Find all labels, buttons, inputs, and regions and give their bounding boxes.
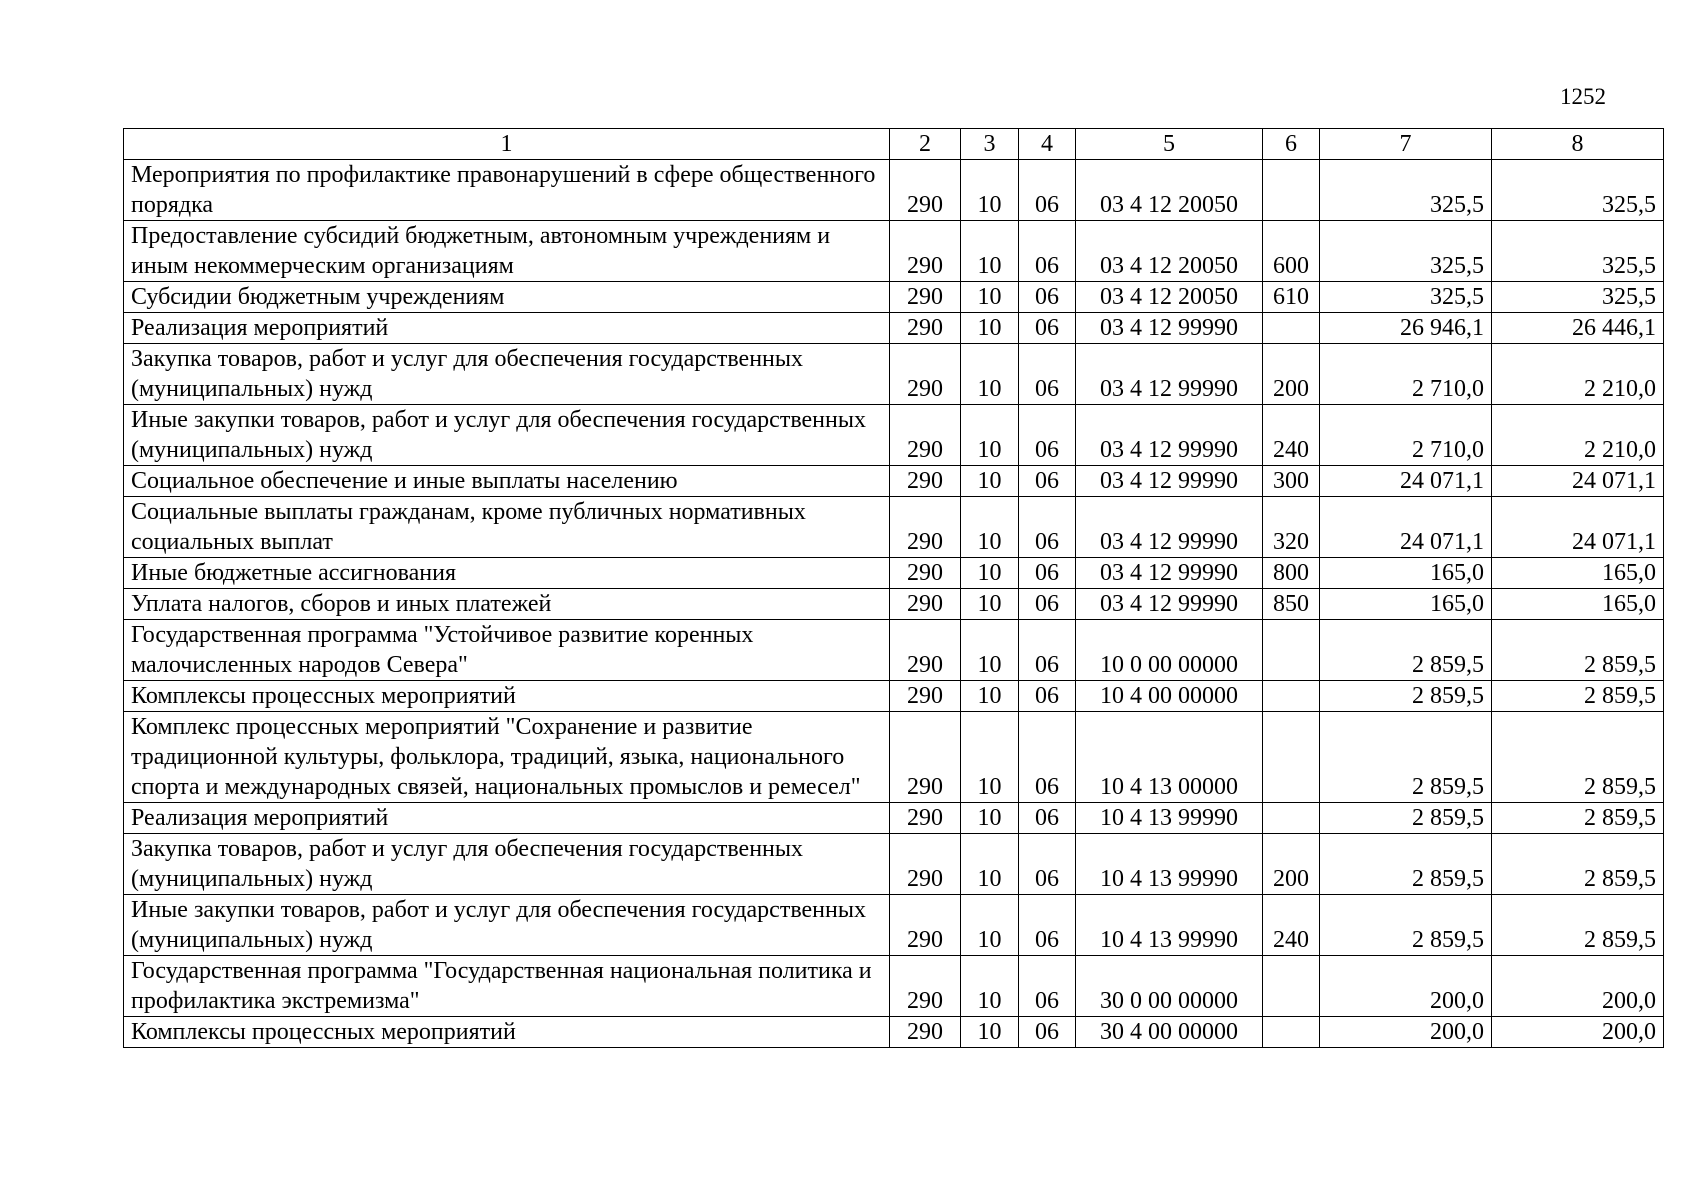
- table-row: [124, 344, 1664, 405]
- row-name-cell: Мероприятия по профилактике правонарушений в сфере общественного порядка: [124, 160, 890, 221]
- row-amount-7-cell: 2 859,5: [1320, 681, 1492, 712]
- row-name-cell: Закупка товаров, работ и услуг для обеспечения государственных (муниципальных) нужд: [124, 834, 890, 895]
- row-amount-8-cell: 2 210,0: [1492, 344, 1664, 405]
- header-row: [124, 129, 1664, 160]
- row-code-6-cell: [1263, 803, 1320, 834]
- row-code-4-cell: 06: [1019, 497, 1076, 558]
- row-code-2-cell: 290: [890, 221, 961, 282]
- row-code-3-cell: 10: [961, 803, 1019, 834]
- row-code-2-cell: 290: [890, 681, 961, 712]
- row-amount-7-cell: 24 071,1: [1320, 497, 1492, 558]
- budget-table: [123, 128, 1664, 1048]
- row-code-2-cell: 290: [890, 282, 961, 313]
- row-code-3-cell: 10: [961, 344, 1019, 405]
- row-amount-7-cell: 2 859,5: [1320, 803, 1492, 834]
- column-header: 6: [1263, 129, 1320, 160]
- row-code-6-cell: 610: [1263, 282, 1320, 313]
- row-code-6-cell: [1263, 313, 1320, 344]
- row-amount-7-cell: 2 710,0: [1320, 344, 1492, 405]
- row-amount-8-cell: 200,0: [1492, 956, 1664, 1017]
- row-code-3-cell: 10: [961, 589, 1019, 620]
- table-row: [124, 895, 1664, 956]
- row-name-cell: Субсидии бюджетным учреждениям: [124, 282, 890, 313]
- row-amount-8-cell: 165,0: [1492, 589, 1664, 620]
- table-row: [124, 313, 1664, 344]
- row-amount-8-cell: 2 859,5: [1492, 803, 1664, 834]
- row-code-2-cell: 290: [890, 620, 961, 681]
- row-code-2-cell: 290: [890, 160, 961, 221]
- row-code-5-cell: 10 4 13 99990: [1076, 834, 1263, 895]
- row-code-2-cell: 290: [890, 344, 961, 405]
- row-code-3-cell: 10: [961, 681, 1019, 712]
- row-code-3-cell: 10: [961, 558, 1019, 589]
- row-code-2-cell: 290: [890, 313, 961, 344]
- row-amount-8-cell: 200,0: [1492, 1017, 1664, 1048]
- table-row: [124, 497, 1664, 558]
- table-row: [124, 1017, 1664, 1048]
- row-code-5-cell: 10 4 13 99990: [1076, 895, 1263, 956]
- row-amount-7-cell: 165,0: [1320, 589, 1492, 620]
- row-code-3-cell: 10: [961, 313, 1019, 344]
- row-code-3-cell: 10: [961, 712, 1019, 803]
- column-header: 5: [1076, 129, 1263, 160]
- row-code-5-cell: 03 4 12 99990: [1076, 589, 1263, 620]
- row-code-4-cell: 06: [1019, 558, 1076, 589]
- row-name-cell: Реализация мероприятий: [124, 803, 890, 834]
- row-name-cell: Закупка товаров, работ и услуг для обеспечения государственных (муниципальных) нужд: [124, 344, 890, 405]
- row-amount-7-cell: 165,0: [1320, 558, 1492, 589]
- table-row: [124, 712, 1664, 803]
- row-amount-8-cell: 2 859,5: [1492, 895, 1664, 956]
- row-amount-8-cell: 325,5: [1492, 221, 1664, 282]
- row-amount-7-cell: 2 859,5: [1320, 712, 1492, 803]
- table-header: [124, 129, 1664, 160]
- column-header: 7: [1320, 129, 1492, 160]
- row-code-6-cell: 300: [1263, 466, 1320, 497]
- row-amount-8-cell: 325,5: [1492, 160, 1664, 221]
- row-amount-8-cell: 26 446,1: [1492, 313, 1664, 344]
- row-code-4-cell: 06: [1019, 589, 1076, 620]
- row-code-6-cell: [1263, 712, 1320, 803]
- row-code-6-cell: 200: [1263, 834, 1320, 895]
- column-header: 1: [124, 129, 890, 160]
- row-code-3-cell: 10: [961, 466, 1019, 497]
- row-name-cell: Государственная программа "Государственная национальная политика и профилактика экстремизма": [124, 956, 890, 1017]
- row-code-6-cell: 200: [1263, 344, 1320, 405]
- row-code-3-cell: 10: [961, 956, 1019, 1017]
- row-code-5-cell: 03 4 12 99990: [1076, 405, 1263, 466]
- row-name-cell: Комплексы процессных мероприятий: [124, 1017, 890, 1048]
- table-row: [124, 466, 1664, 497]
- row-code-2-cell: 290: [890, 712, 961, 803]
- row-amount-7-cell: 2 859,5: [1320, 834, 1492, 895]
- row-code-2-cell: 290: [890, 803, 961, 834]
- row-name-cell: Предоставление субсидий бюджетным, автономным учреждениям и иным некоммерческим организациям: [124, 221, 890, 282]
- row-code-3-cell: 10: [961, 1017, 1019, 1048]
- row-code-2-cell: 290: [890, 1017, 961, 1048]
- row-code-5-cell: 30 4 00 00000: [1076, 1017, 1263, 1048]
- row-code-5-cell: 03 4 12 20050: [1076, 282, 1263, 313]
- row-code-6-cell: [1263, 620, 1320, 681]
- row-code-3-cell: 10: [961, 497, 1019, 558]
- row-code-4-cell: 06: [1019, 221, 1076, 282]
- row-name-cell: Уплата налогов, сборов и иных платежей: [124, 589, 890, 620]
- row-code-2-cell: 290: [890, 895, 961, 956]
- row-code-5-cell: 30 0 00 00000: [1076, 956, 1263, 1017]
- table-row: [124, 589, 1664, 620]
- table-body: [124, 160, 1664, 1048]
- row-code-3-cell: 10: [961, 282, 1019, 313]
- row-code-4-cell: 06: [1019, 620, 1076, 681]
- table-row: [124, 803, 1664, 834]
- column-header: 2: [890, 129, 961, 160]
- row-name-cell: Государственная программа "Устойчивое развитие коренных малочисленных народов Севера": [124, 620, 890, 681]
- row-code-5-cell: 03 4 12 99990: [1076, 497, 1263, 558]
- row-amount-8-cell: 2 859,5: [1492, 681, 1664, 712]
- row-code-6-cell: 800: [1263, 558, 1320, 589]
- row-code-5-cell: 03 4 12 99990: [1076, 313, 1263, 344]
- row-amount-7-cell: 325,5: [1320, 221, 1492, 282]
- row-name-cell: Комплексы процессных мероприятий: [124, 681, 890, 712]
- row-code-5-cell: 03 4 12 20050: [1076, 221, 1263, 282]
- row-amount-7-cell: 200,0: [1320, 1017, 1492, 1048]
- row-code-2-cell: 290: [890, 405, 961, 466]
- row-code-3-cell: 10: [961, 221, 1019, 282]
- row-code-4-cell: 06: [1019, 895, 1076, 956]
- table-row: [124, 956, 1664, 1017]
- table-row: [124, 558, 1664, 589]
- row-code-6-cell: [1263, 681, 1320, 712]
- row-code-4-cell: 06: [1019, 160, 1076, 221]
- row-amount-7-cell: 26 946,1: [1320, 313, 1492, 344]
- row-code-5-cell: 03 4 12 99990: [1076, 558, 1263, 589]
- row-code-4-cell: 06: [1019, 834, 1076, 895]
- column-header: 8: [1492, 129, 1664, 160]
- row-code-4-cell: 06: [1019, 956, 1076, 1017]
- row-code-6-cell: 320: [1263, 497, 1320, 558]
- row-name-cell: Иные бюджетные ассигнования: [124, 558, 890, 589]
- column-header: 4: [1019, 129, 1076, 160]
- row-amount-8-cell: 2 210,0: [1492, 405, 1664, 466]
- row-code-5-cell: 10 4 13 99990: [1076, 803, 1263, 834]
- row-code-4-cell: 06: [1019, 712, 1076, 803]
- row-code-3-cell: 10: [961, 160, 1019, 221]
- row-code-2-cell: 290: [890, 589, 961, 620]
- row-code-2-cell: 290: [890, 558, 961, 589]
- row-amount-8-cell: 24 071,1: [1492, 466, 1664, 497]
- table-row: [124, 160, 1664, 221]
- row-code-6-cell: [1263, 160, 1320, 221]
- row-code-6-cell: 600: [1263, 221, 1320, 282]
- table-row: [124, 681, 1664, 712]
- row-amount-8-cell: 2 859,5: [1492, 834, 1664, 895]
- row-code-4-cell: 06: [1019, 344, 1076, 405]
- row-amount-7-cell: 24 071,1: [1320, 466, 1492, 497]
- row-code-6-cell: 240: [1263, 405, 1320, 466]
- row-code-6-cell: 240: [1263, 895, 1320, 956]
- row-amount-7-cell: 200,0: [1320, 956, 1492, 1017]
- row-code-3-cell: 10: [961, 620, 1019, 681]
- row-code-5-cell: 10 4 13 00000: [1076, 712, 1263, 803]
- table-row: [124, 221, 1664, 282]
- row-amount-7-cell: 2 710,0: [1320, 405, 1492, 466]
- row-code-2-cell: 290: [890, 834, 961, 895]
- row-amount-7-cell: 2 859,5: [1320, 620, 1492, 681]
- row-code-3-cell: 10: [961, 834, 1019, 895]
- row-code-2-cell: 290: [890, 497, 961, 558]
- row-name-cell: Комплекс процессных мероприятий "Сохранение и развитие традиционной культуры, фольклора, традиций, языка, национального спорта и международных связей, национальных промыслов и ремесел": [124, 712, 890, 803]
- row-code-2-cell: 290: [890, 466, 961, 497]
- row-amount-8-cell: 325,5: [1492, 282, 1664, 313]
- row-amount-7-cell: 325,5: [1320, 282, 1492, 313]
- row-name-cell: Социальные выплаты гражданам, кроме публичных нормативных социальных выплат: [124, 497, 890, 558]
- row-code-5-cell: 03 4 12 99990: [1076, 466, 1263, 497]
- row-code-5-cell: 10 0 00 00000: [1076, 620, 1263, 681]
- row-code-4-cell: 06: [1019, 313, 1076, 344]
- row-code-4-cell: 06: [1019, 405, 1076, 466]
- table-row: [124, 405, 1664, 466]
- row-amount-8-cell: 24 071,1: [1492, 497, 1664, 558]
- row-amount-7-cell: 2 859,5: [1320, 895, 1492, 956]
- row-code-5-cell: 03 4 12 20050: [1076, 160, 1263, 221]
- column-header: 3: [961, 129, 1019, 160]
- row-amount-7-cell: 325,5: [1320, 160, 1492, 221]
- row-name-cell: Иные закупки товаров, работ и услуг для обеспечения государственных (муниципальных) нужд: [124, 405, 890, 466]
- row-code-2-cell: 290: [890, 956, 961, 1017]
- row-code-4-cell: 06: [1019, 803, 1076, 834]
- table-row: [124, 620, 1664, 681]
- row-code-6-cell: [1263, 956, 1320, 1017]
- row-amount-8-cell: 2 859,5: [1492, 620, 1664, 681]
- row-name-cell: Иные закупки товаров, работ и услуг для обеспечения государственных (муниципальных) нужд: [124, 895, 890, 956]
- table-row: [124, 282, 1664, 313]
- row-code-4-cell: 06: [1019, 1017, 1076, 1048]
- row-code-4-cell: 06: [1019, 466, 1076, 497]
- row-name-cell: Реализация мероприятий: [124, 313, 890, 344]
- row-code-3-cell: 10: [961, 405, 1019, 466]
- row-amount-8-cell: 2 859,5: [1492, 712, 1664, 803]
- row-code-6-cell: [1263, 1017, 1320, 1048]
- row-code-4-cell: 06: [1019, 282, 1076, 313]
- page-number: 1252: [1560, 84, 1606, 109]
- table-row: [124, 834, 1664, 895]
- row-name-cell: Социальное обеспечение и иные выплаты населению: [124, 466, 890, 497]
- row-amount-8-cell: 165,0: [1492, 558, 1664, 589]
- row-code-4-cell: 06: [1019, 681, 1076, 712]
- row-code-3-cell: 10: [961, 895, 1019, 956]
- row-code-6-cell: 850: [1263, 589, 1320, 620]
- row-code-5-cell: 10 4 00 00000: [1076, 681, 1263, 712]
- row-code-5-cell: 03 4 12 99990: [1076, 344, 1263, 405]
